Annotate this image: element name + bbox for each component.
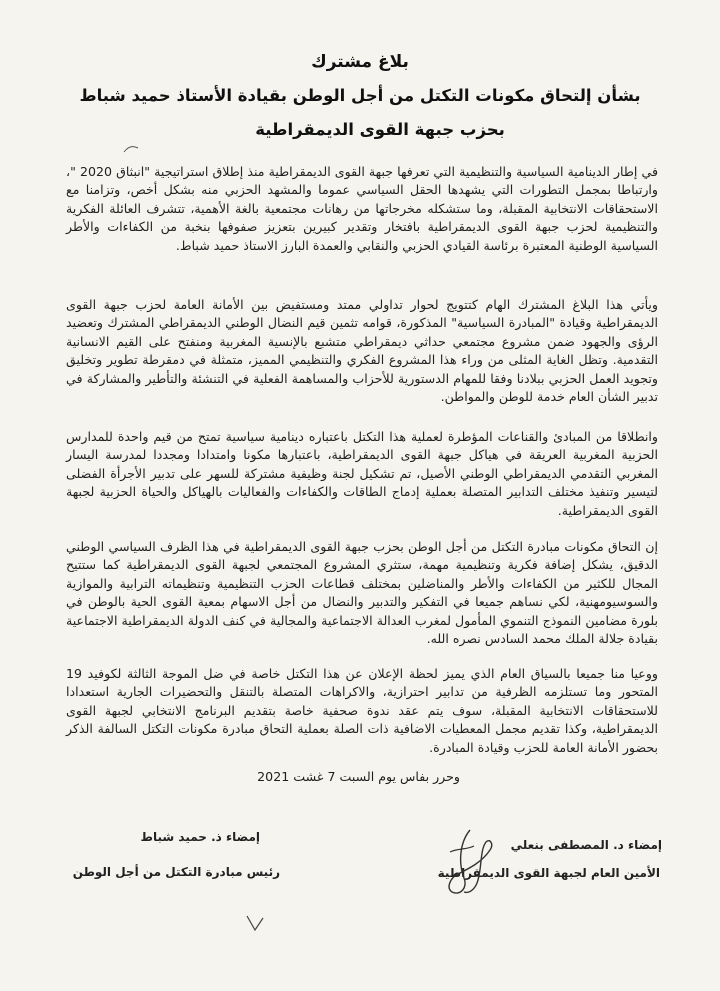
signatory-right-title: الأمين العام لجبهة القوى الديمقراطية bbox=[437, 866, 660, 880]
paragraph-5: ووعيا منا جميعا بالسياق العام الذي يميز لحظة الإعلان عن هذا التكتل خاصة في ضل الموجة الثالثة لكوفيد 19 المتحور وما تستلزمه الظرفية من تدابير احترازية، والاكراهات المتصلة بالتنقل والتحضيرات الجارية استعدادا للاستحقاقات الانتخابية المقبلة، سوف يتم عقد ندوة صحفية خاصة بتقديم البرنامج الانتخابي لجبهة القوى الديمقراطية، وكذا تقديم مجمل المعطيات الاضافية ذات الصلة بعملية التحاق مبادرة مكونات التكتل السالفة الذكر بحضور الأمانة العامة للحزب وقيادة المبادرة. bbox=[66, 666, 658, 755]
signatory-left-name: إمضاء ذ. حميد شباط bbox=[140, 830, 260, 844]
signatory-right-name: إمضاء د. المصطفى بنعلي bbox=[510, 838, 662, 852]
paragraph-3: وانطلاقا من المبادئ والقناعات المؤطرة لعملية هذا التكتل باعتباره دينامية سياسية تمتح من قيم واحدة للمدارس الحزبية المغربية العريقة في هياكل جبهة القوى الديمقراطية، باعتبارها مكونا وامتدادا ومجددا لمدرسة اليسار المغربي التقدمي الديمقراطي الوطني الأصيل، تم تشكيل لجنة وظيفية مشتركة للسهر على تدبير الأجرأة الفضلى لتيسير وتنفيذ مختلف التدابير المتصلة بعملية إدماج الطاقات والكفاءات والفعاليات بالهياكل والحياة الحزبية لجبهة القوى الديمقراطية. bbox=[66, 429, 658, 518]
paragraph-2: ويأتي هذا البلاغ المشترك الهام كتتويج لحوار تداولي ممتد ومستفيض بين الأمانة العامة لحزب جبهة القوى الديمقراطية وقيادة "المبادرة السياسية" المذكورة، قوامه تثمين قيم النضال الوطني الديمقراطي المشترك وتعضيد الرؤى والجهود ضمن مشروع مجتمعي حداثي ديمقراطي متشبع بالإنسية المغربية ومنفتح على القيم الانسانية التقدمية. وتظل الغاية المثلى من وراء هذا المشروع الفكري والتنظيمي المميز، متمثلة في دمقرطة تطوير وتخليق وتجويد العمل الحزبي ببلادنا وفقا للمهام الدستورية للأحزاب والمساهمة الفعلية في التنشئة والتأطير والمشاركة في تدبير الشأن العام خدمة للوطن والمواطن. bbox=[66, 297, 658, 405]
document-subtitle-line1: بشأن إلتحاق مكونات التكتل من أجل الوطن بقيادة الأستاذ حميد شباط bbox=[79, 86, 641, 105]
pen-mark-icon bbox=[120, 138, 160, 158]
paragraph-4: إن التحاق مكونات مبادرة التكتل من أجل الوطن بحزب جبهة القوى الديمقراطية في هذا الظرف السياسي الوطني الدقيق، يشكل إضافة فكرية وتنظيمية مهمة، ستثري المشروع المجتمعي لجبهة القوى الديمقراطية كما ستتيح المجال للكثير من الكفاءات والأطر والمناضلين بمختلف قطاعات الحزب التنظيمية وتنظيماته الترابية والموازية والسوسيومهنية، لكي نساهم جميعا في التفكير والتدبير والنضال من أجل الاسهام بمعية القوى الحية بالوطن في بلورة مضامين النموذج التنموي المأمول لمغرب العدالة الاجتماعية والمجالية في كنف الدولة الديمقراطية الاجتماعية بقيادة جلالة الملك محمد السادس نصره الله. bbox=[66, 539, 658, 647]
paragraph-1: في إطار الدينامية السياسية والتنظيمية التي تعرفها جبهة القوى الديمقراطية منذ إطلاق استراتيجية "انبثاق 2020 "، وارتباطا بمجمل التطورات التي يشهدها الحقل السياسي عموما والمشهد الحزبي منه بشكل أخص، وتزامنا مع الاستحقاقات الانتخابية المقبلة، وما ستشكله مخرجاتها من رهانات مجتمعية بالغة الأهمية، تتشرف العائلة الفكرية والتنظيمية لحزب جبهة القوى الديمقراطية بافتخار وتقدير كبيرين بتعزيز صفوفها بنخبة من الكفاءات والأطر السياسية الوطنية المعتبرة برئاسة القيادي الحزبي والنقابي والعمدة البارز الاستاذ حميد شباط. bbox=[66, 164, 658, 253]
date-line: وحرر بفاس يوم السبت 7 غشت 2021 bbox=[257, 769, 460, 784]
document-subtitle-line2: بحزب جبهة القوى الديمقراطية bbox=[255, 120, 505, 139]
document-title: بلاغ مشترك bbox=[311, 52, 409, 72]
small-mark-icon bbox=[235, 904, 275, 944]
signatory-left-title: رئيس مبادرة التكتل من أجل الوطن bbox=[72, 865, 280, 879]
handwritten-signature-icon bbox=[430, 822, 510, 902]
